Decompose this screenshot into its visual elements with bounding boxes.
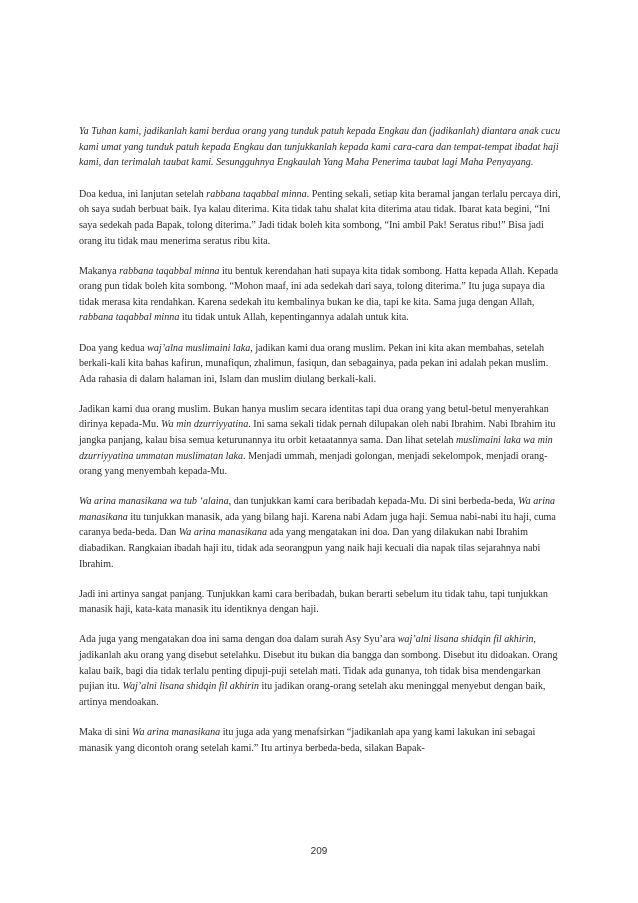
paragraph-3 — [79, 341, 563, 388]
paragraph-4 — [79, 402, 563, 480]
arabic-transliteration: rabbana taqabbal minna — [79, 312, 180, 324]
quote-paragraph: Ya Tuhan kami, jadikanlah kami berdua orang yang tunduk patuh kepada Engkau dan (jadikanlah) diantara anak cucu kami umat yang tunduk patuh kepada Engkau dan tunjukkanlah kepada kami cara-cara dan tempat-tempat ibadat haji kami, dan terimalah taubat kami. Sesungguhnya Engkaulah Yang Maha Penerima taubat lagi Maha Penyayang. — [79, 126, 561, 169]
text-span: Doa yang kedua — [79, 342, 148, 354]
text-span: Jadikan kami dua orang muslim. Bukan hanya muslim secara identitas tapi dua orang yang betul-betul menyerahkan dirinya kepada-Mu. — [79, 403, 549, 431]
arabic-transliteration: rabbana taqabbal minna — [206, 188, 307, 200]
paragraph-6: Jadi ini artinya sangat panjang. Tunjukkan kami cara beribadah, bukan berarti sebelum itu tidak tahu, tapi tunjukkan manasik haji, kata-kata manasik itu identiknya dengan haji. — [79, 588, 548, 616]
text-span: Makanya — [79, 265, 120, 277]
text-span: Doa kedua, ini lanjutan setelah — [79, 188, 207, 200]
text-span: itu tidak untuk Allah, kepentingannya adalah untuk kita. — [179, 312, 409, 324]
text-span: , jadikanlah aku orang yang disebut setelahku. Disebut itu bukan dia bangga dan sombong. Disebut itu didoakan. Orang kalau baik, bagi dia tidak terlalu penting dipuji-puji setelah mati. Tidak ada gunanya, toh tidak bisa mendengarkan pujian itu. — [79, 634, 558, 693]
text-span: , jadikan kami dua orang muslim. Pekan ini kita akan membahas, setelah berkali-kali kita bahas kafirun, munafiqun, zhalimun, fasiqun, dan sebagainya, pada pekan ini adalah pekan muslim. Ada rahasia di dalam halaman ini, Islam dan muslim diulang berkali-kali. — [79, 342, 549, 385]
arabic-transliteration: Wa arina manasikana — [178, 527, 267, 539]
paragraph-7 — [79, 632, 563, 710]
arabic-transliteration: muslimaini laka wa min dzurriyyatina ummatan muslimatan laka — [79, 435, 553, 462]
arabic-transliteration: rabbana taqabbal minna — [119, 265, 220, 277]
text-span: itu bentuk kerendahan hati supaya kita tidak sombong. Hatta kepada Allah. Kepada orang pun tidak boleh kita sombong. “Mohon maaf, ini ada sedekah dari saya, tolong diterima.” Itu juga supaya dia tidak merasa kita rendahkan. Karena sedekah itu kembalinya bukan ke dia, tapi ke kita. Sama juga dengan Allah, — [79, 265, 559, 308]
arabic-transliteration: Wa min dzurriyyatina — [161, 419, 249, 431]
arabic-transliteration: waj’alna muslimaini laka — [147, 342, 251, 354]
text-span: Maka di sini — [79, 726, 132, 738]
text-span: , dan tunjukkan kami cara beribadah kepada-Mu. Di sini berbeda-beda, — [228, 496, 519, 508]
paragraph-5 — [79, 494, 563, 572]
text-span: itu tunjukkan manasik, ada yang bilang haji. Karena nabi Adam juga haji. Semua nabi-nabi itu haji, cuma caranya beda-beda. Dan — [79, 511, 556, 539]
text-span: itu juga ada yang menafsirkan “jadikanlah apa yang kami lakukan ini sebagai manasik yang dicontoh orang setelah kami.” Itu artinya berbeda-beda, silakan Bapak- — [79, 726, 536, 754]
paragraph-8 — [79, 725, 563, 756]
text-span: . Penting sekali, setiap kita beramal jangan terlalu percaya diri, oh saya sudah berbuat baik. Iya kalau diterima. Kita tidak tahu shalat kita diterima atau tidak. Ibarat kata begini, “Ini saya sedekah pada Bapak, tolong diterima.” Jadi tidak boleh kita sombong, “Ini ambil Pak! Seratus ribu!” Bisa jadi orang itu tidak mau menerima seratus ribu kita. — [79, 188, 561, 247]
page-number: 209 — [310, 846, 328, 857]
text-span: itu jadikan orang-orang setelah aku meninggal menyebut dengan baik, artinya mendoakan. — [79, 681, 546, 708]
arabic-transliteration: Wa arina manasikana — [132, 726, 221, 738]
text-span: . Ini sama sekali tidak pernah dilupakan oleh nabi Ibrahim. Nabi Ibrahim itu jangka panjang, kalau bisa semua keturunannya itu orbit ketaatannya sama. Dan lihat setelah — [79, 419, 556, 446]
arabic-transliteration: Waj’alni lisana shidqin fil akhirin — [122, 681, 259, 693]
text-span: Ada juga yang mengatakan doa ini sama dengan doa dalam surah Asy Syu’ara — [79, 634, 398, 646]
paragraph-2 — [79, 264, 563, 326]
arabic-transliteration: waj’alni lisana shidqin fil akhirin — [397, 634, 534, 646]
paragraph-1 — [79, 187, 563, 249]
text-span: . Menjadi ummah, menjadi golongan, menjadi sekelompok, menjadi orang-orang yang menyembah kepada-Mu. — [79, 450, 548, 478]
arabic-transliteration: Wa arina manasikana — [79, 496, 556, 523]
text-span: ada yang mengatakan ini doa. Dan yang dilakukan nabi Ibrahim diabadikan. Rangkaian ibadah haji itu, tidak ada seorangpun yang naik haji kecuali dia napak tilas sejarahnya nabi Ibrahim. — [79, 527, 541, 570]
page-body — [79, 124, 563, 771]
arabic-transliteration: Wa arina manasikana wa tub ‘alaina — [79, 496, 229, 508]
